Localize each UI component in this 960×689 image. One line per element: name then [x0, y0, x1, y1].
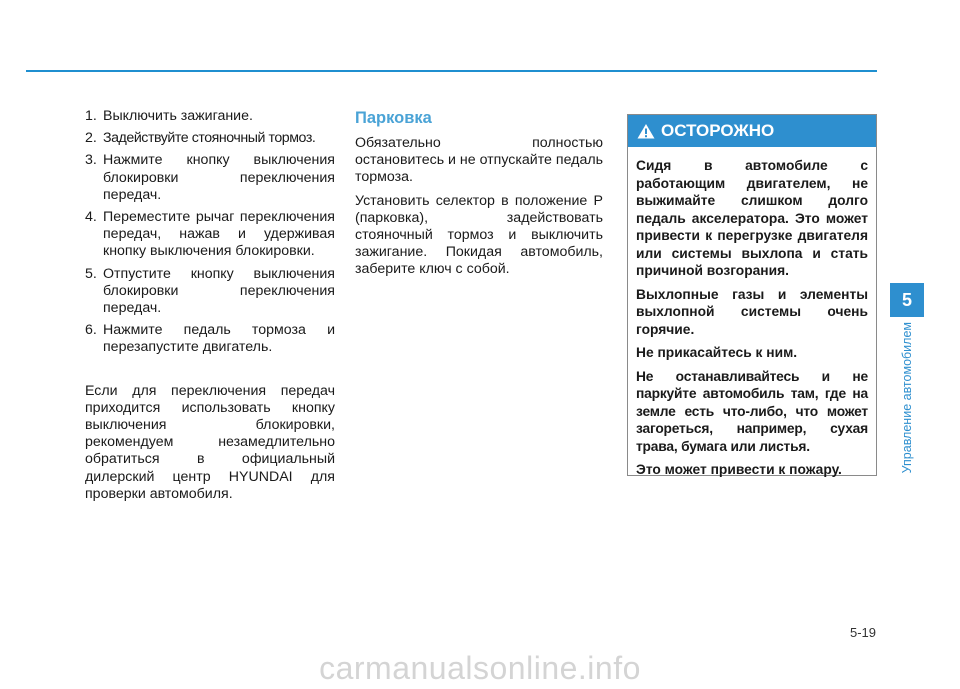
- warning-paragraph: Не прикасайтесь к ним.: [636, 345, 798, 360]
- warning-paragraph: Это может привести к пожару.: [636, 462, 842, 477]
- warning-paragraph: Не останавливайтесь и не паркуйте автомобиль там, где на земле есть что-либо, что может загореться, например, сухая трава, бумага или листья.: [636, 368, 868, 454]
- step-number: 2.: [85, 130, 97, 147]
- warning-title: ОСТОРОЖНО: [661, 121, 775, 140]
- warning-paragraph: Сидя в автомобиле с работающим двигателем, не выжимайте слишком долго педаль акселератора. Это может привести к перегрузке двигателя или системы выхлопа и стать причиной возгорания.: [636, 158, 868, 278]
- step-number: 1.: [85, 108, 97, 124]
- top-rule: [26, 70, 877, 72]
- warning-triangle-icon: [637, 123, 655, 139]
- parking-section: [355, 108, 603, 285]
- step-text: Выключить зажигание.: [103, 108, 253, 124]
- step-item: [85, 322, 335, 356]
- dealer-note: Если для переключения передач приходится использовать кнопку выключения блокировки, рекомендуем незамедлительно обратиться в официальный дилерский центр HYUNDAI для проверки автомобиля.: [85, 382, 335, 502]
- warning-body: [628, 147, 876, 479]
- step-text: Нажмите кнопку выключения блокировки переключения передач.: [103, 152, 335, 203]
- page-number: 5-19: [849, 625, 876, 640]
- watermark: carmanualsonline.info: [319, 650, 641, 686]
- step-item: [85, 209, 335, 261]
- step-item: [85, 130, 335, 147]
- step-item: [85, 108, 335, 125]
- step-text: Переместите рычаг переключения передач, нажав и удерживая кнопку выключения блокировки.: [103, 209, 335, 260]
- step-text: Отпустите кнопку выключения блокировки переключения передач.: [103, 265, 335, 317]
- step-number: 4.: [85, 209, 97, 226]
- step-number: 5.: [85, 265, 97, 282]
- step-text: Нажмите педаль тормоза и перезапустите двигатель.: [103, 322, 335, 356]
- steps-list: [85, 108, 335, 357]
- step-text: Задействуйте стояночный тормоз.: [103, 130, 316, 147]
- warning-paragraph: Выхлопные газы и элементы выхлопной системы очень горячие.: [636, 286, 868, 337]
- warning-box: [627, 114, 877, 476]
- step-item: [85, 266, 335, 318]
- chapter-title-tab: [890, 322, 924, 492]
- parking-paragraph: Установить селектор в положение P (парковка), задействовать стояночный тормоз и выключить зажигание. Покидая автомобиль, заберите ключ с собой.: [355, 192, 603, 278]
- step-item: [85, 152, 335, 204]
- chapter-tab: 5: [890, 283, 924, 317]
- step-number: 6.: [85, 322, 97, 339]
- chapter-title: Управление автомобилем: [900, 322, 914, 474]
- parking-title: Парковка: [355, 109, 432, 127]
- procedure-column: [85, 108, 335, 503]
- parking-paragraph: Обязательно полностью остановитесь и не отпускайте педаль тормоза.: [355, 135, 603, 186]
- warning-header: [628, 115, 876, 147]
- step-number: 3.: [85, 152, 97, 169]
